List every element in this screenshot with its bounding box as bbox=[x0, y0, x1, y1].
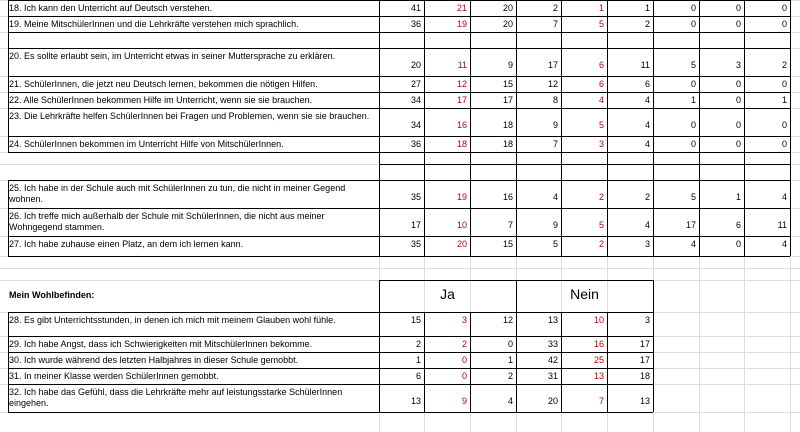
table-border bbox=[699, 180, 700, 256]
value-cell[interactable]: 36 bbox=[410, 19, 421, 29]
value-cell[interactable]: 34 bbox=[410, 120, 421, 130]
value-cell[interactable]: 18 bbox=[639, 371, 650, 381]
table-border bbox=[516, 152, 517, 180]
row-label[interactable]: 31. In meiner Klasse werden SchülerInnen gemobbt. bbox=[9, 371, 219, 381]
value-cell[interactable]: 3 bbox=[598, 139, 604, 149]
table-border bbox=[516, 312, 517, 412]
value-cell[interactable]: 1 bbox=[690, 95, 696, 105]
value-cell[interactable]: 17 bbox=[685, 220, 696, 230]
value-cell[interactable]: 13 bbox=[639, 396, 650, 406]
row-label[interactable]: 26. Ich treffe mich außerhalb der Schule mit SchülerInnen, die nicht aus meiner Wohngegend stammen. bbox=[9, 211, 325, 232]
table-border bbox=[8, 108, 790, 109]
table-border bbox=[653, 152, 654, 180]
table-border bbox=[8, 352, 653, 353]
value-cell[interactable]: 12 bbox=[547, 79, 558, 89]
value-cell[interactable]: 4 bbox=[507, 396, 513, 406]
value-cell[interactable]: 18 bbox=[456, 139, 467, 149]
col-header-ja[interactable]: Ja bbox=[440, 286, 455, 302]
value-cell[interactable]: 1 bbox=[598, 3, 604, 13]
value-cell[interactable]: 0 bbox=[781, 19, 787, 29]
value-cell[interactable]: 27 bbox=[410, 79, 421, 89]
value-cell[interactable]: 3 bbox=[461, 315, 467, 325]
value-cell[interactable]: 20 bbox=[502, 19, 513, 29]
value-cell[interactable]: 41 bbox=[410, 3, 421, 13]
value-cell[interactable]: 6 bbox=[598, 79, 604, 89]
table-border bbox=[699, 152, 700, 180]
value-cell[interactable]: 4 bbox=[644, 120, 650, 130]
value-cell[interactable]: 0 bbox=[690, 79, 696, 89]
value-cell[interactable]: 15 bbox=[502, 79, 513, 89]
value-cell[interactable]: 15 bbox=[502, 239, 513, 249]
value-cell[interactable]: 7 bbox=[552, 19, 558, 29]
table-border bbox=[379, 180, 380, 256]
table-border bbox=[470, 0, 471, 152]
value-cell[interactable]: 12 bbox=[456, 79, 467, 89]
value-cell[interactable]: 21 bbox=[456, 3, 467, 13]
value-cell[interactable]: 6 bbox=[735, 220, 741, 230]
value-cell[interactable]: 16 bbox=[502, 192, 513, 202]
value-cell[interactable]: 5 bbox=[690, 60, 696, 70]
section-header[interactable]: Mein Wohlbefinden: bbox=[9, 290, 95, 300]
row-label[interactable]: 28. Es gibt Unterrichtsstunden, in denen ich mich mit meinem Glauben wohl fühle. bbox=[9, 315, 336, 325]
table-border bbox=[8, 336, 653, 337]
value-cell[interactable]: 0 bbox=[690, 19, 696, 29]
row-label[interactable]: 20. Es sollte erlaubt sein, im Unterricht etwas in seiner Muttersprache zu erklären. bbox=[9, 51, 336, 61]
value-cell[interactable]: 2 bbox=[415, 339, 421, 349]
value-cell[interactable]: 0 bbox=[735, 120, 741, 130]
value-cell[interactable]: 1 bbox=[507, 355, 513, 365]
value-cell[interactable]: 17 bbox=[502, 95, 513, 105]
value-cell[interactable]: 19 bbox=[456, 192, 467, 202]
value-cell[interactable]: 9 bbox=[461, 396, 467, 406]
value-cell[interactable]: 5 bbox=[598, 220, 604, 230]
table-border bbox=[8, 180, 790, 181]
table-border bbox=[744, 152, 745, 180]
value-cell[interactable]: 5 bbox=[552, 239, 558, 249]
table-border bbox=[653, 280, 654, 312]
value-cell[interactable]: 0 bbox=[735, 239, 741, 249]
table-border bbox=[607, 312, 608, 412]
value-cell[interactable]: 11 bbox=[457, 60, 467, 70]
value-cell[interactable]: 0 bbox=[781, 3, 787, 13]
table-border bbox=[379, 152, 380, 180]
value-cell[interactable]: 20 bbox=[410, 60, 421, 70]
value-cell[interactable]: 7 bbox=[598, 396, 604, 406]
value-cell[interactable]: 11 bbox=[640, 60, 650, 70]
value-cell[interactable]: 4 bbox=[644, 95, 650, 105]
value-cell[interactable]: 0 bbox=[735, 79, 741, 89]
value-cell[interactable]: 0 bbox=[461, 355, 467, 365]
table-border bbox=[8, 412, 653, 413]
value-cell[interactable]: 15 bbox=[410, 315, 421, 325]
value-cell[interactable]: 2 bbox=[644, 192, 650, 202]
table-border bbox=[790, 0, 791, 152]
value-cell[interactable]: 11 bbox=[777, 220, 787, 230]
value-cell[interactable]: 13 bbox=[593, 371, 604, 381]
value-cell[interactable]: 0 bbox=[781, 120, 787, 130]
table-border bbox=[8, 92, 790, 93]
value-cell[interactable]: 42 bbox=[547, 355, 558, 365]
value-cell[interactable]: 19 bbox=[456, 19, 467, 29]
value-cell[interactable]: 1 bbox=[415, 355, 421, 365]
table-border bbox=[8, 152, 790, 153]
table-border bbox=[561, 152, 562, 180]
value-cell[interactable]: 0 bbox=[735, 19, 741, 29]
value-cell[interactable]: 12 bbox=[502, 315, 513, 325]
table-border bbox=[470, 180, 471, 256]
table-border bbox=[8, 76, 790, 77]
table-border bbox=[8, 16, 790, 17]
value-cell[interactable]: 9 bbox=[552, 120, 558, 130]
value-cell[interactable]: 1 bbox=[644, 3, 650, 13]
table-border bbox=[8, 384, 653, 385]
value-cell[interactable]: 6 bbox=[415, 371, 421, 381]
table-border bbox=[8, 136, 790, 137]
value-cell[interactable]: 2 bbox=[507, 371, 513, 381]
value-cell[interactable]: 33 bbox=[547, 339, 558, 349]
value-cell[interactable]: 0 bbox=[781, 139, 787, 149]
table-border bbox=[607, 180, 608, 256]
row-label[interactable]: 22. Alle SchülerInnen bekommen Hilfe im Unterricht, wenn sie sie brauchen. bbox=[9, 95, 313, 105]
value-cell[interactable]: 17 bbox=[456, 95, 467, 105]
value-cell[interactable]: 35 bbox=[410, 239, 421, 249]
value-cell[interactable]: 0 bbox=[690, 3, 696, 13]
table-border bbox=[653, 312, 654, 412]
table-border bbox=[653, 180, 654, 256]
table-border bbox=[561, 180, 562, 256]
value-cell[interactable]: 2 bbox=[598, 239, 604, 249]
value-cell[interactable]: 2 bbox=[781, 60, 787, 70]
value-cell[interactable]: 10 bbox=[593, 315, 604, 325]
value-cell[interactable]: 1 bbox=[781, 95, 787, 105]
table-border bbox=[607, 0, 608, 152]
value-cell[interactable]: 13 bbox=[547, 315, 558, 325]
table-border bbox=[561, 0, 562, 152]
value-cell[interactable]: 5 bbox=[690, 192, 696, 202]
value-cell[interactable]: 4 bbox=[781, 192, 787, 202]
table-border bbox=[8, 0, 9, 152]
value-cell[interactable]: 18 bbox=[502, 139, 513, 149]
value-cell[interactable]: 35 bbox=[410, 192, 421, 202]
row-label[interactable]: 24. SchülerInnen bekommen im Unterricht Hilfe von MitschülerInnen. bbox=[9, 139, 284, 149]
value-cell[interactable]: 6 bbox=[598, 60, 604, 70]
value-cell[interactable]: 2 bbox=[598, 192, 604, 202]
value-cell[interactable]: 3 bbox=[735, 60, 741, 70]
table-border bbox=[8, 256, 790, 257]
table-border bbox=[516, 0, 517, 152]
table-border bbox=[8, 0, 790, 1]
table-border bbox=[379, 280, 380, 312]
value-cell[interactable]: 17 bbox=[639, 355, 650, 365]
value-cell[interactable]: 0 bbox=[781, 79, 787, 89]
value-cell[interactable]: 6 bbox=[644, 79, 650, 89]
value-cell[interactable]: 3 bbox=[644, 315, 650, 325]
value-cell[interactable]: 5 bbox=[598, 120, 604, 130]
value-cell[interactable]: 10 bbox=[456, 220, 467, 230]
table-border bbox=[379, 164, 790, 165]
table-border bbox=[8, 208, 790, 209]
table-border bbox=[516, 180, 517, 256]
table-border bbox=[561, 312, 562, 412]
value-cell[interactable]: 2 bbox=[644, 19, 650, 29]
table-border bbox=[8, 368, 653, 369]
table-border bbox=[470, 152, 471, 180]
table-border bbox=[8, 48, 790, 49]
value-cell[interactable]: 4 bbox=[552, 192, 558, 202]
table-border bbox=[379, 312, 380, 412]
value-cell[interactable]: 0 bbox=[735, 95, 741, 105]
value-cell[interactable]: 8 bbox=[552, 95, 558, 105]
value-cell[interactable]: 20 bbox=[547, 396, 558, 406]
row-label[interactable]: 32. Ich habe das Gefühl, dass die Lehrkräfte mehr auf leistungsstarke SchülerInnen eingehen. bbox=[9, 387, 343, 408]
value-cell[interactable]: 34 bbox=[410, 95, 421, 105]
value-cell[interactable]: 4 bbox=[644, 139, 650, 149]
table-border bbox=[790, 180, 791, 256]
value-cell[interactable]: 0 bbox=[507, 339, 513, 349]
grid-row-line bbox=[0, 268, 800, 269]
value-cell[interactable]: 36 bbox=[410, 139, 421, 149]
value-cell[interactable]: 4 bbox=[644, 220, 650, 230]
value-cell[interactable]: 16 bbox=[456, 120, 467, 130]
value-cell[interactable]: 4 bbox=[690, 239, 696, 249]
value-cell[interactable]: 0 bbox=[735, 139, 741, 149]
table-border bbox=[8, 236, 790, 237]
value-cell[interactable]: 0 bbox=[690, 139, 696, 149]
table-border bbox=[516, 280, 517, 312]
table-border bbox=[8, 180, 9, 256]
value-cell[interactable]: 20 bbox=[502, 3, 513, 13]
value-cell[interactable]: 13 bbox=[410, 396, 421, 406]
table-border bbox=[8, 312, 653, 313]
row-label[interactable]: 30. Ich wurde während des letzten Halbjahres in dieser Schule gemobbt. bbox=[9, 355, 299, 365]
value-cell[interactable]: 5 bbox=[598, 19, 604, 29]
table-border bbox=[699, 0, 700, 152]
table-border bbox=[379, 0, 380, 152]
value-cell[interactable]: 9 bbox=[507, 60, 513, 70]
value-cell[interactable]: 17 bbox=[547, 60, 558, 70]
value-cell[interactable]: 17 bbox=[410, 220, 421, 230]
value-cell[interactable]: 0 bbox=[735, 3, 741, 13]
value-cell[interactable]: 4 bbox=[598, 95, 604, 105]
row-label[interactable]: 21. SchülerInnen, die jetzt neu Deutsch lernen, bekommen die nötigen Hilfen. bbox=[9, 79, 318, 89]
value-cell[interactable]: 3 bbox=[644, 239, 650, 249]
value-cell[interactable]: 17 bbox=[639, 339, 650, 349]
row-label[interactable]: 23. Die Lehrkräfte helfen SchülerInnen bei Fragen und Problemen, wenn sie sie brauchen. bbox=[9, 111, 370, 121]
table-border bbox=[8, 32, 790, 33]
value-cell[interactable]: 2 bbox=[461, 339, 467, 349]
value-cell[interactable]: 31 bbox=[547, 371, 558, 381]
value-cell[interactable]: 16 bbox=[593, 339, 604, 349]
table-border bbox=[607, 152, 608, 180]
table-border bbox=[653, 0, 654, 152]
value-cell[interactable]: 7 bbox=[507, 220, 513, 230]
row-label[interactable]: 19. Meine MitschülerInnen und die Lehrkräfte verstehen mich sprachlich. bbox=[9, 19, 299, 29]
row-label[interactable]: 18. Ich kann den Unterricht auf Deutsch verstehen. bbox=[9, 3, 213, 13]
table-border bbox=[424, 180, 425, 256]
value-cell[interactable]: 9 bbox=[552, 220, 558, 230]
row-label[interactable]: 25. Ich habe in der Schule auch mit SchülerInnen zu tun, die nicht in meiner Gegend wohnen. bbox=[9, 183, 346, 204]
value-cell[interactable]: 20 bbox=[456, 239, 467, 249]
col-header-nein[interactable]: Nein bbox=[570, 286, 599, 302]
table-border bbox=[424, 0, 425, 152]
table-border bbox=[470, 312, 471, 412]
table-border bbox=[744, 0, 745, 152]
value-cell[interactable]: 7 bbox=[552, 139, 558, 149]
value-cell[interactable]: 4 bbox=[781, 239, 787, 249]
value-cell[interactable]: 2 bbox=[552, 3, 558, 13]
value-cell[interactable]: 1 bbox=[735, 192, 741, 202]
row-label[interactable]: 27. Ich habe zuhause einen Platz, an dem ich lernen kann. bbox=[9, 239, 244, 249]
table-border bbox=[744, 180, 745, 256]
table-border bbox=[790, 152, 791, 180]
table-border bbox=[8, 312, 9, 412]
value-cell[interactable]: 0 bbox=[461, 371, 467, 381]
value-cell[interactable]: 0 bbox=[690, 120, 696, 130]
table-border bbox=[424, 312, 425, 412]
table-border bbox=[424, 152, 425, 180]
value-cell[interactable]: 18 bbox=[502, 120, 513, 130]
value-cell[interactable]: 25 bbox=[593, 355, 604, 365]
row-label[interactable]: 29. Ich habe Angst, dass ich Schwierigkeiten mit MitschülerInnen bekomme. bbox=[9, 339, 313, 349]
